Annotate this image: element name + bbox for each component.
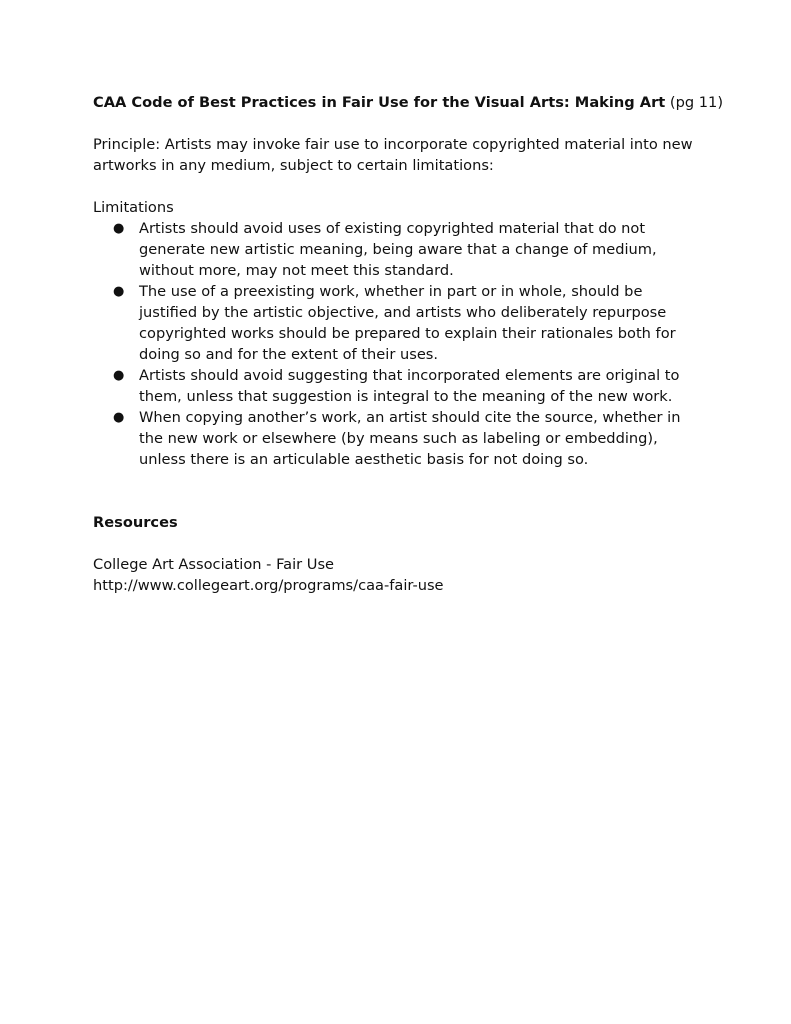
limitation-text: The use of a preexisting work, whether in part or in whole, should be justified by the artistic objective, and artists who deliberately repurpose copyrighted works should be prepared to explain their rationales both for doing so and for the extent of their uses.: [139, 283, 676, 363]
limitation-text: When copying another’s work, an artist should cite the source, whether in the new work or elsewhere (by means such as labeling or embedding), unless there is an articulable aesthetic basis for not doing so.: [139, 409, 681, 468]
limitation-text: Artists should avoid suggesting that incorporated elements are original to them, unless that suggestion is integral to the meaning of the new work.: [139, 367, 680, 405]
list-item: [93, 218, 704, 281]
bullet-icon: ●: [113, 368, 125, 383]
page-reference: (pg 11): [669, 94, 724, 111]
bullet-icon: ●: [113, 221, 125, 236]
resource-url: http://www.collegeart.org/programs/caa-fair-use: [93, 577, 444, 594]
document-content: [93, 92, 724, 596]
limitations-label: Limitations: [93, 199, 174, 216]
bullet-icon: ●: [113, 410, 125, 425]
list-item: [93, 407, 704, 470]
document-title: [93, 92, 724, 113]
bullet-icon: ●: [113, 284, 125, 299]
title-text: CAA Code of Best Practices in Fair Use for the Visual Arts: Making Art: [93, 94, 666, 111]
resource-name: College Art Association - Fair Use: [93, 556, 335, 573]
limitation-text: Artists should avoid uses of existing copyrighted material that do not generate new artistic meaning, being aware that a change of medium, without more, may not meet this standard.: [139, 220, 657, 279]
principle-paragraph: Principle: Artists may invoke fair use to incorporate copyrighted material into new artworks in any medium, subject to certain limitations:: [93, 136, 693, 174]
limitations-list: [93, 218, 713, 470]
list-item: [93, 281, 704, 365]
list-item: [93, 365, 704, 407]
resources-heading: Resources: [93, 514, 178, 531]
